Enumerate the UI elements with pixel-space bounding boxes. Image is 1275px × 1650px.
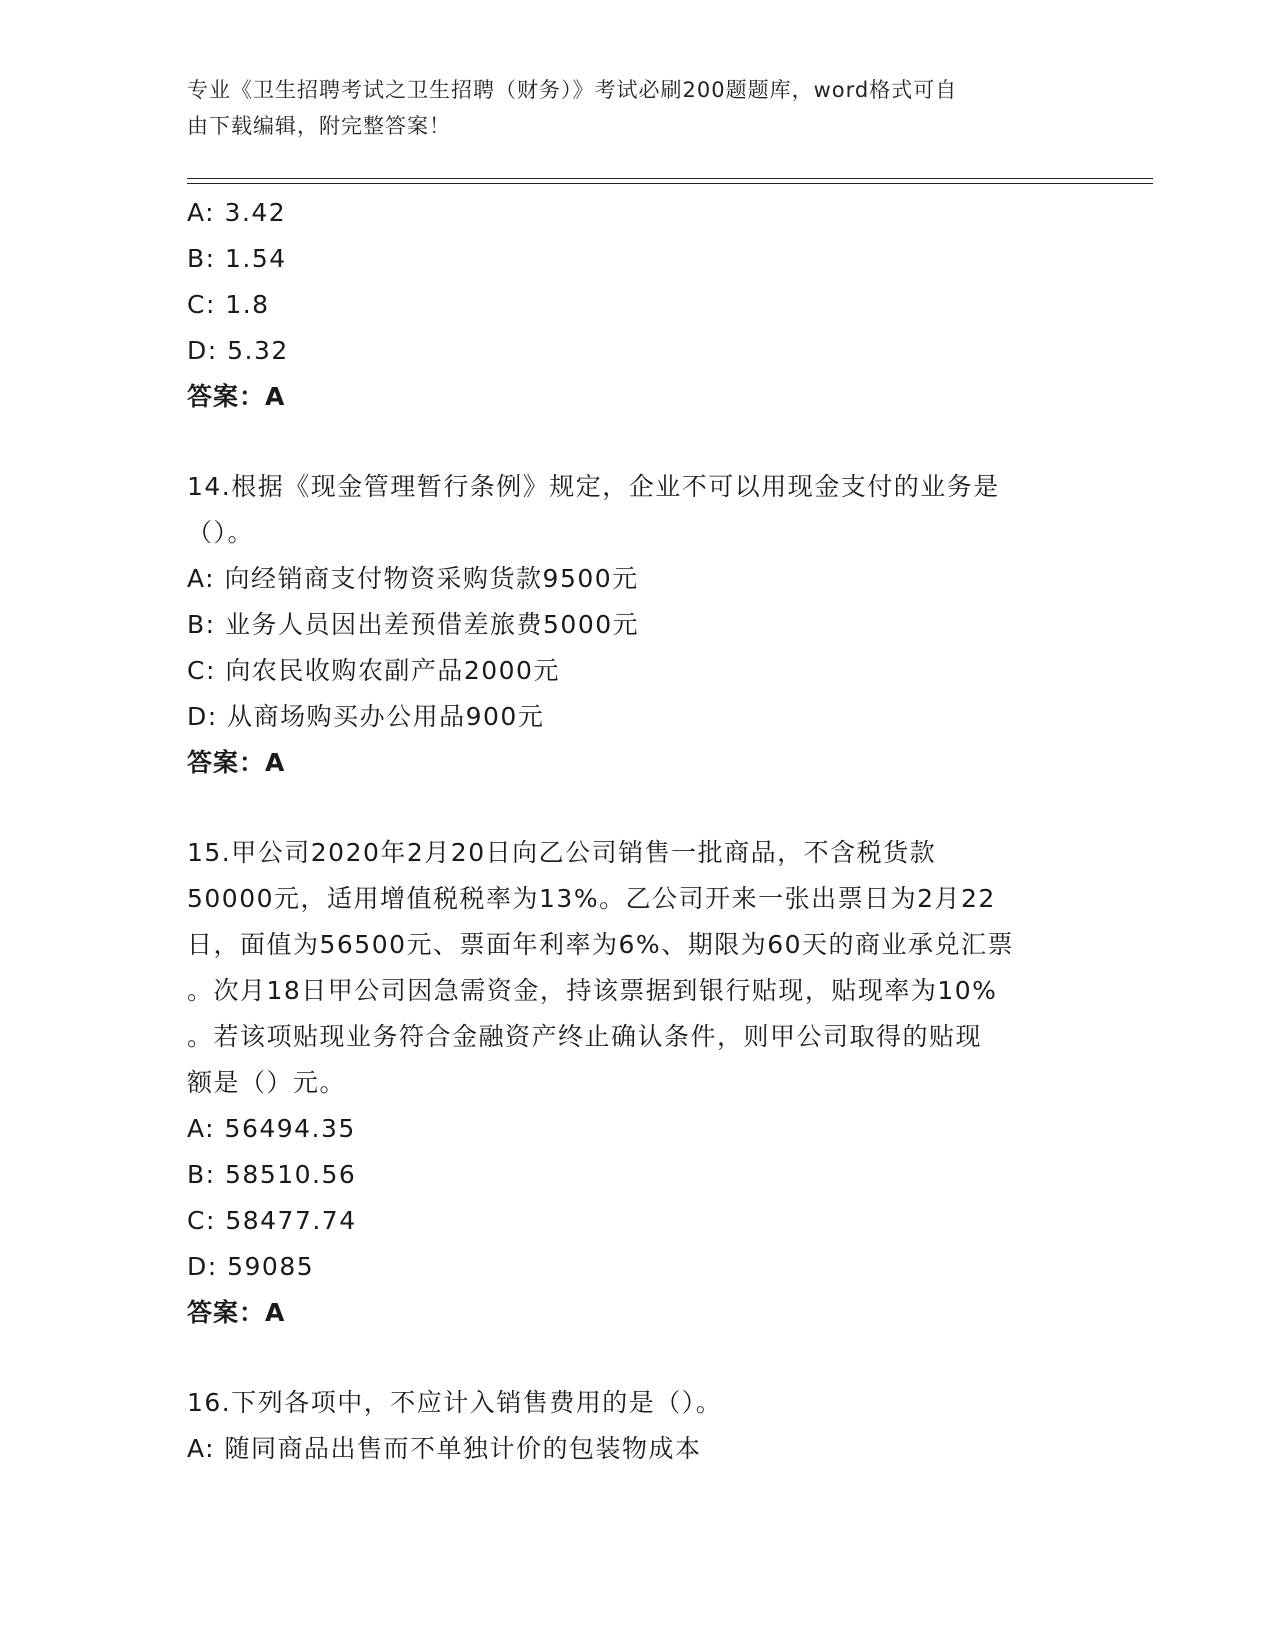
option-d: D: 5.32 <box>187 336 289 365</box>
question-text-line: 。若该项贴现业务符合金融资产终止确认条件，则甲公司取得的贴现 <box>187 1022 983 1051</box>
question-text-line: 额是（）元。 <box>187 1068 347 1097</box>
question-15 <box>187 830 1087 1336</box>
question-text-line: 15.甲公司2020年2月20日向乙公司销售一批商品，不含税货款 <box>187 838 937 867</box>
question-text-line: 50000元，适用增值税税率为13%。乙公司开来一张出票日为2月22 <box>187 884 996 913</box>
option-a: A: 56494.35 <box>187 1114 356 1143</box>
option-a: A: 随同商品出售而不单独计价的包装物成本 <box>187 1434 702 1463</box>
question-text-line: 日，面值为56500元、票面年利率为6%、期限为60天的商业承兑汇票 <box>187 930 1015 959</box>
option-b: B: 1.54 <box>187 244 287 273</box>
header-rule-top <box>187 178 1153 179</box>
header-line-2: 由下载编辑，附完整答案！ <box>187 114 451 138</box>
option-c: C: 向农民收购农副产品2000元 <box>187 656 560 685</box>
question-14 <box>187 464 1087 786</box>
question-text-line: 16.下列各项中，不应计入销售费用的是（）。 <box>187 1388 723 1417</box>
option-c: C: 58477.74 <box>187 1206 357 1235</box>
option-b: B: 业务人员因出差预借差旅费5000元 <box>187 610 640 639</box>
document-body <box>187 190 1087 1472</box>
answer-line: 答案：A <box>187 1298 286 1327</box>
document-header <box>187 72 1067 144</box>
answer-line: 答案：A <box>187 382 286 411</box>
question-16 <box>187 1380 1087 1472</box>
option-a: A: 向经销商支付物资采购货款9500元 <box>187 564 639 593</box>
option-b: B: 58510.56 <box>187 1160 357 1189</box>
answer-line: 答案：A <box>187 748 286 777</box>
option-d: D: 从商场购买办公用品900元 <box>187 702 545 731</box>
header-line-1: 专业《卫生招聘考试之卫生招聘（财务）》考试必刷200题题库，word格式可自 <box>187 78 958 102</box>
header-rule-bottom <box>187 183 1153 184</box>
question-text-line: 14.根据《现金管理暂行条例》规定，企业不可以用现金支付的业务是 <box>187 472 1000 501</box>
option-c: C: 1.8 <box>187 290 270 319</box>
question-text-line: （）。 <box>187 518 255 547</box>
question-text-line: 。次月18日甲公司因急需资金，持该票据到银行贴现，贴现率为10% <box>187 976 998 1005</box>
option-d: D: 59085 <box>187 1252 315 1281</box>
option-a: A: 3.42 <box>187 198 287 227</box>
question-13-tail <box>187 190 1087 420</box>
